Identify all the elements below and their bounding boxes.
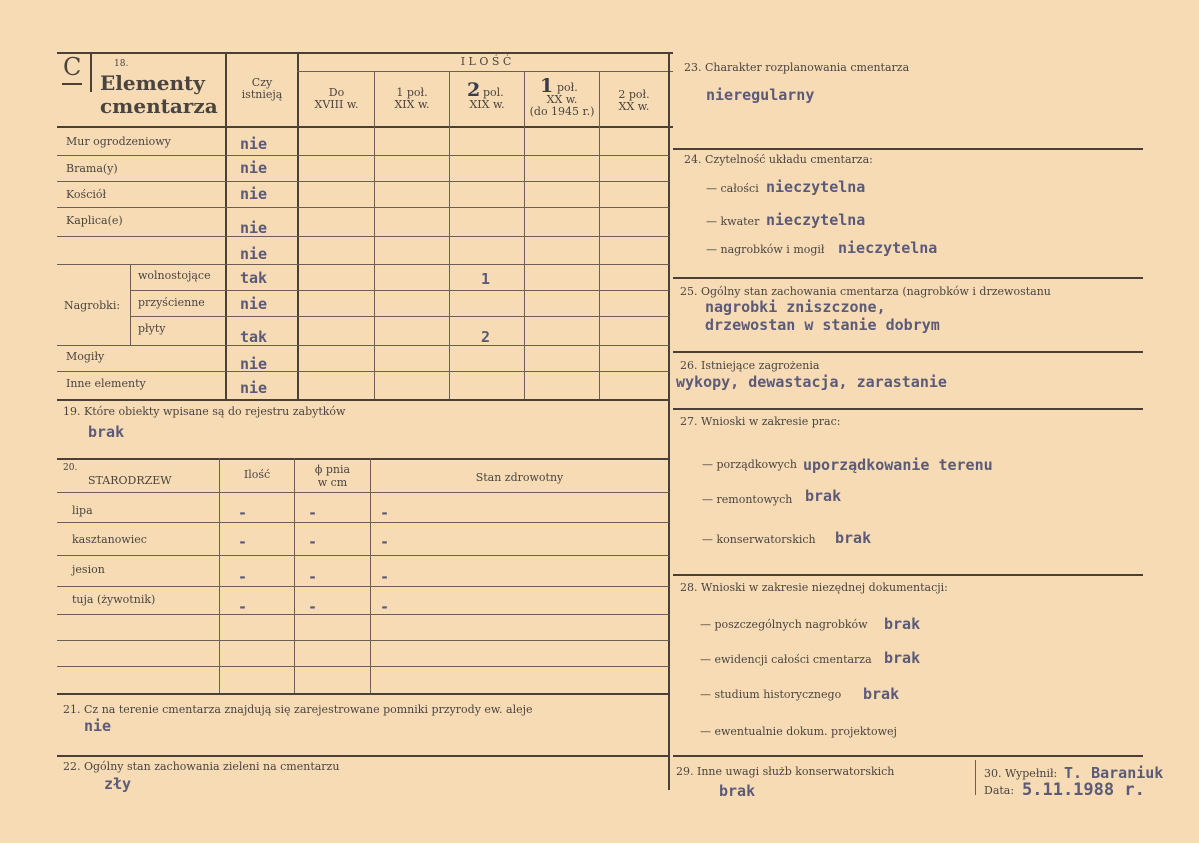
s21-value: nie bbox=[84, 717, 112, 735]
period-header: 2 poł. bbox=[618, 88, 650, 101]
period-header: pol. bbox=[483, 86, 504, 99]
s20-title: STARODRZEW bbox=[88, 474, 172, 487]
element-label: Inne elementy bbox=[66, 377, 146, 390]
s28-item-prefix: — studium historycznego bbox=[700, 688, 842, 701]
tree-ilosc: - bbox=[238, 504, 248, 522]
s30-label-wypelnil: 30. Wypełnił: bbox=[984, 767, 1058, 780]
section-letter-bar bbox=[90, 52, 92, 92]
element-value: nie bbox=[240, 185, 268, 203]
section-title-line2: cmentarza bbox=[100, 94, 218, 118]
s27-item-prefix: — konserwatorskich bbox=[702, 533, 816, 546]
tree-name: lipa bbox=[72, 504, 93, 517]
element-label: Kościół bbox=[66, 188, 107, 201]
s28-top bbox=[673, 574, 1143, 576]
row-line bbox=[57, 207, 669, 208]
element-label: Kaplica(e) bbox=[66, 214, 123, 227]
row-line bbox=[57, 345, 669, 346]
element-value: tak bbox=[240, 269, 268, 287]
tree-name: tuja (żywotnik) bbox=[72, 593, 156, 606]
s28-item-value: brak bbox=[863, 685, 900, 703]
row-line bbox=[57, 181, 669, 182]
row-line bbox=[57, 155, 669, 156]
s27-item-value: brak bbox=[805, 487, 842, 505]
s22-value: zły bbox=[104, 775, 132, 793]
section-letter: C bbox=[63, 53, 82, 81]
czy-istnieja-line2: istnieją bbox=[241, 88, 283, 101]
element-label: Brama(y) bbox=[66, 162, 118, 175]
s25-value-line2: drzewostan w stanie dobrym bbox=[705, 316, 940, 334]
tree-pnia: - bbox=[308, 504, 318, 522]
tree-name: jesion bbox=[72, 563, 105, 576]
s25-label: 25. Ogólny stan zachowania cmentarza (nagrobków i drzewostanu bbox=[680, 285, 1051, 298]
period-header: (do 1945 r.) bbox=[529, 105, 595, 118]
s22-label: 22. Ogólny stan zachowania zieleni na cmentarzu bbox=[63, 760, 340, 773]
period-header: poł. bbox=[557, 81, 578, 94]
s20-col-ilosc-header: Ilość bbox=[243, 468, 271, 481]
tree-row-line bbox=[57, 586, 669, 587]
s24-label: 24. Czytelność układu cmentarza: bbox=[684, 153, 873, 166]
row-line bbox=[57, 264, 669, 265]
elements-header-bottom bbox=[57, 126, 673, 128]
s22-top bbox=[57, 755, 669, 757]
tree-row-line bbox=[57, 666, 669, 667]
s19-value: brak bbox=[88, 423, 125, 441]
s20-col-pnia bbox=[294, 458, 295, 693]
period-header: XX w. bbox=[546, 93, 578, 106]
s28-label: 28. Wnioski w zakresie niezędnej dokumentacji: bbox=[680, 581, 948, 594]
s30-data: 5.11.1988 r. bbox=[1022, 780, 1145, 800]
s29-label: 29. Inne uwagi służb konserwatorskich bbox=[676, 765, 895, 778]
tree-stan: - bbox=[380, 598, 390, 616]
s24-item-value: nieczytelna bbox=[766, 178, 866, 196]
element-label: przyścienne bbox=[138, 296, 205, 309]
section-number: 18. bbox=[114, 59, 129, 69]
s27-item-prefix: — remontowych bbox=[702, 493, 793, 506]
period-header: XX w. bbox=[618, 100, 650, 113]
s24-item-prefix: — kwater bbox=[706, 215, 760, 228]
s20-col-pnia-header: w cm bbox=[317, 476, 348, 489]
s20-top bbox=[57, 458, 669, 460]
s19-label: 19. Które obiekty wpisane są do rejestru zabytków bbox=[63, 405, 346, 418]
s20-col-stan bbox=[370, 458, 371, 693]
s30-label-data: Data: bbox=[984, 784, 1015, 797]
period-header: 1 poł. bbox=[396, 86, 428, 99]
s23-label: 23. Charakter rozplanowania cmentarza bbox=[684, 61, 910, 74]
tree-name: kasztanowiec bbox=[72, 533, 147, 546]
s24-item-value: nieczytelna bbox=[766, 211, 866, 229]
tree-pnia: - bbox=[308, 568, 318, 586]
tree-row-line bbox=[57, 555, 669, 556]
czy-istnieja-line1: Czy bbox=[251, 76, 273, 89]
s26-label: 26. Istniejące zagrożenia bbox=[680, 359, 820, 372]
s27-item-prefix: — porządkowych bbox=[702, 458, 797, 471]
element-qty: 1 bbox=[481, 270, 491, 288]
top-border-left bbox=[57, 52, 673, 54]
tree-ilosc: - bbox=[238, 568, 248, 586]
main-vertical-divider bbox=[668, 52, 670, 790]
tree-stan: - bbox=[380, 504, 390, 522]
s24-item-prefix: — całości bbox=[706, 182, 759, 195]
element-qty: 2 bbox=[481, 328, 491, 346]
s28-item-prefix: — poszczególnych nagrobków bbox=[700, 618, 868, 631]
period-header: XIX w. bbox=[469, 98, 505, 111]
s28-item-prefix: — ewidencji całości cmentarza bbox=[700, 653, 872, 666]
period-header: XVIII w. bbox=[314, 98, 359, 111]
s21-top bbox=[57, 693, 669, 695]
tree-ilosc: - bbox=[238, 533, 248, 551]
row-line bbox=[57, 236, 669, 237]
s24-top bbox=[673, 148, 1143, 150]
s27-item-value: brak bbox=[835, 529, 872, 547]
s23-value: nieregularny bbox=[706, 86, 815, 104]
s30-wypelnil: T. Baraniuk bbox=[1064, 764, 1164, 782]
tree-row-line bbox=[57, 522, 669, 523]
tree-pnia: - bbox=[308, 533, 318, 551]
tree-row-line bbox=[57, 640, 669, 641]
ilosc-underline bbox=[297, 71, 673, 72]
section-title-line1: Elementy bbox=[100, 71, 205, 95]
element-label: wolnostojące bbox=[138, 269, 211, 282]
s27-item-value: uporządkowanie terenu bbox=[803, 456, 993, 474]
element-value: nie bbox=[240, 219, 268, 237]
nagrobki-label: Nagrobki: bbox=[64, 299, 121, 312]
s26-top bbox=[673, 351, 1143, 353]
tree-row-line bbox=[57, 614, 669, 615]
s20-col-pnia-header: ϕ pnia bbox=[314, 463, 351, 476]
s21-label: 21. Cz na terenie cmentarza znajdują się zarejestrowane pomniki przyrody ew. aleje bbox=[63, 703, 533, 716]
s20-col-ilosc bbox=[219, 458, 220, 693]
row-line bbox=[130, 290, 669, 291]
s25-value-line1: nagrobki zniszczone, bbox=[705, 298, 886, 316]
s27-label: 27. Wnioski w zakresie prac: bbox=[680, 415, 841, 428]
s28-item-value: brak bbox=[884, 649, 921, 667]
s27-top bbox=[673, 408, 1143, 410]
s28-item-prefix: — ewentualnie dokum. projektowej bbox=[700, 725, 897, 738]
s20-number: 20. bbox=[63, 463, 78, 473]
period-handwritten: 2 bbox=[467, 79, 481, 101]
element-value: nie bbox=[240, 245, 268, 263]
col-divider-czy bbox=[225, 52, 227, 400]
element-value: nie bbox=[240, 135, 268, 153]
s20-col-stan-header: Stan zdrowotny bbox=[475, 471, 564, 484]
element-value: nie bbox=[240, 355, 268, 373]
s26-value: wykopy, dewastacja, zarastanie bbox=[676, 373, 947, 391]
tree-stan: - bbox=[380, 533, 390, 551]
s25-top bbox=[673, 277, 1143, 279]
s29-value: brak bbox=[719, 782, 756, 800]
row-line bbox=[57, 371, 669, 372]
s30-divider bbox=[975, 760, 976, 795]
element-value: nie bbox=[240, 379, 268, 397]
nagrobki-divider bbox=[130, 264, 131, 345]
tree-ilosc: - bbox=[238, 598, 248, 616]
row-line bbox=[130, 316, 669, 317]
tree-pnia: - bbox=[308, 598, 318, 616]
element-label: Mur ogrodzeniowy bbox=[66, 135, 171, 148]
s28-item-value: brak bbox=[884, 615, 921, 633]
s19-top bbox=[57, 399, 669, 401]
ilosc-header: I L O Ś Ć bbox=[460, 55, 512, 68]
element-value: nie bbox=[240, 295, 268, 313]
s29-top bbox=[673, 755, 1143, 757]
element-value: tak bbox=[240, 328, 268, 346]
s20-header-bottom bbox=[57, 492, 669, 493]
tree-stan: - bbox=[380, 568, 390, 586]
section-letter-underline bbox=[62, 83, 82, 85]
element-label: płyty bbox=[138, 322, 166, 335]
s24-item-prefix: — nagrobków i mogił bbox=[706, 243, 825, 256]
period-handwritten: 1 bbox=[540, 75, 554, 97]
period-header: Do bbox=[328, 86, 345, 99]
element-value: nie bbox=[240, 159, 268, 177]
period-header: XIX w. bbox=[394, 98, 430, 111]
element-label: Mogiły bbox=[66, 350, 105, 363]
s24-item-value: nieczytelna bbox=[838, 239, 938, 257]
